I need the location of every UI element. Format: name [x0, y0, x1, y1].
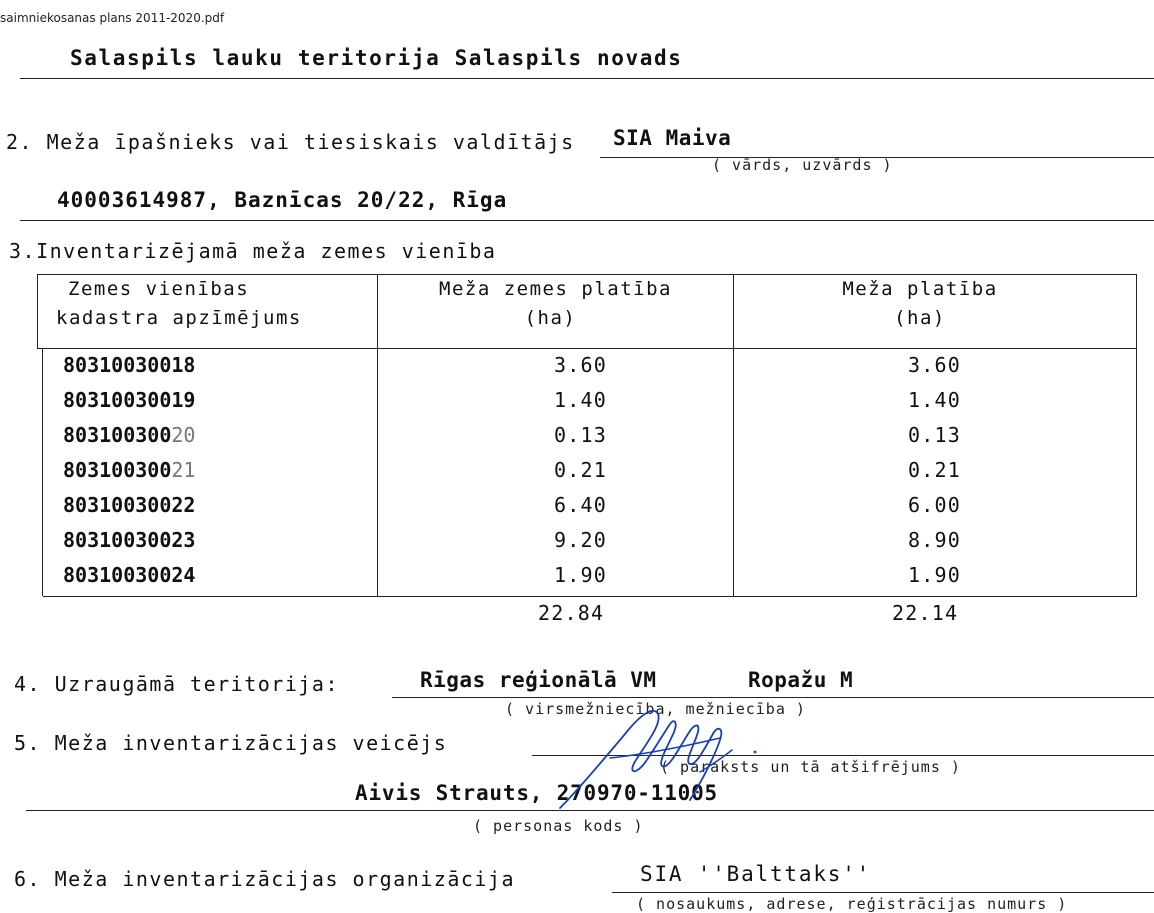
row-cadastre-code: 80310030024 — [63, 563, 196, 587]
territory-underline — [20, 78, 1154, 79]
row-forest-area: 8.90 — [908, 528, 961, 552]
header-col1-line1: Zemes vienības — [68, 278, 250, 300]
header-col2-line1: Meža zemes platība — [439, 278, 672, 300]
inventory-label: 3.Inventarizējamā meža zemes vienība — [9, 239, 497, 263]
row-land-area: 0.21 — [554, 458, 607, 482]
organization-label: 6. Meža inventarizācijas organizācija — [14, 867, 516, 891]
owner-value: SIA Maiva — [613, 126, 732, 150]
row-cadastre-code: 80310030018 — [63, 353, 196, 377]
header-col3-line2: (ha) — [894, 307, 946, 329]
supervision-underline — [392, 697, 1154, 698]
row-cadastre-code: 80310030022 — [63, 493, 196, 517]
row-forest-area: 0.13 — [908, 423, 961, 447]
owner-label: 2. Meža īpašnieks vai tiesiskais valdītājs — [6, 130, 575, 154]
supervision-caption: ( virsmežniecība, mežniecība ) — [505, 700, 806, 718]
organization-value: SIA ''Balttaks'' — [640, 862, 872, 886]
supervision-label: 4. Uzraugāmā teritorija: — [14, 672, 339, 696]
total-forest-area: 22.14 — [892, 601, 959, 625]
row-forest-area: 1.90 — [908, 563, 961, 587]
row-forest-area: 3.60 — [908, 353, 961, 377]
row-forest-area: 1.40 — [908, 388, 961, 412]
address-underline — [20, 220, 1154, 221]
header-col2-line2: (ha) — [524, 307, 577, 329]
table-header-border — [37, 348, 1137, 349]
row-cadastre-code: 80310030020 — [63, 423, 196, 447]
supervision-value-a: Rīgas reģionālā VM — [420, 668, 657, 692]
row-forest-area: 0.21 — [908, 458, 961, 482]
organization-caption: ( nosaukums, adrese, reģistrācijas numurs ) — [636, 895, 1068, 913]
row-cadastre-code: 80310030019 — [63, 388, 196, 412]
handwritten-signature — [550, 700, 770, 820]
total-land-area: 22.84 — [538, 601, 605, 625]
performer-name-code: Aivis Strauts, 270970-11005 — [355, 781, 718, 805]
table-left-border-body — [42, 348, 43, 596]
signature-caption: ( paraksts un tā atšifrējums ) — [660, 758, 961, 776]
header-col3-line1: Meža platība — [842, 278, 998, 300]
row-cadastre-code: 80310030021 — [63, 458, 196, 482]
row-land-area: 6.40 — [554, 493, 607, 517]
owner-caption: ( vārds, uzvārds ) — [712, 156, 893, 174]
header-col1-line2: kadastra apzīmējums — [56, 307, 302, 329]
row-land-area: 1.40 — [554, 388, 607, 412]
row-land-area: 3.60 — [554, 353, 607, 377]
table-left-border-header — [37, 274, 38, 348]
table-bottom-border — [43, 596, 1137, 597]
supervision-value-b: Ropažu M — [748, 668, 854, 692]
row-land-area: 0.13 — [554, 423, 607, 447]
row-land-area: 9.20 — [554, 528, 607, 552]
table-top-border — [37, 274, 1137, 275]
personal-code-caption: ( personas kods ) — [473, 817, 644, 835]
territory-heading: Salaspils lauku teritorija Salaspils novads — [70, 46, 683, 70]
owner-address: 40003614987, Baznīcas 20/22, Rīga — [57, 188, 508, 212]
row-land-area: 1.90 — [554, 563, 607, 587]
document-file-title: saimniekosanas plans 2011-2020.pdf — [0, 11, 225, 25]
performer-label: 5. Meža inventarizācijas veicējs — [14, 731, 448, 755]
row-cadastre-code: 80310030023 — [63, 528, 196, 552]
table-right-border — [1136, 274, 1137, 596]
row-forest-area: 6.00 — [908, 493, 961, 517]
organization-underline — [612, 892, 1154, 893]
